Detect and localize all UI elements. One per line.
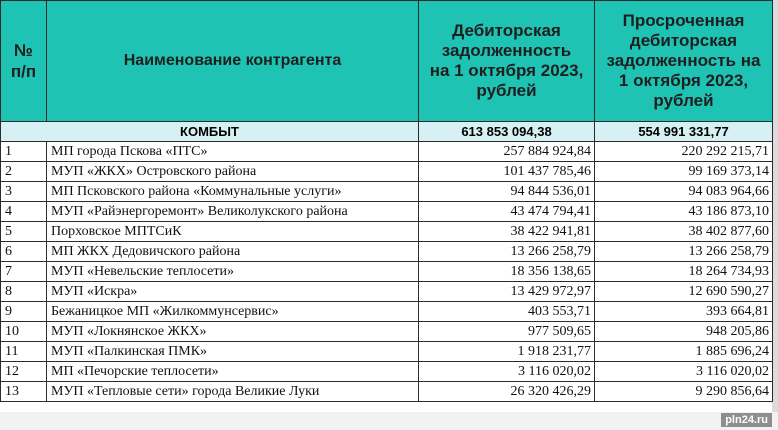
row-number: 5 [1,222,47,242]
contractor-name: МУП «Палкинская ПМК» [47,342,419,362]
bottom-strip [0,412,778,430]
overdue-value: 9 290 856,64 [595,382,773,402]
row-number: 3 [1,182,47,202]
column-header-number [1,1,47,122]
table-row [1,262,773,282]
row-number: 11 [1,342,47,362]
overdue-value: 3 116 020,02 [595,362,773,382]
column-header-overdue-line: рублей [653,91,714,110]
row-number: 1 [1,142,47,162]
debt-value: 26 320 426,29 [419,382,595,402]
debt-value: 13 429 972,97 [419,282,595,302]
table-row [1,382,773,402]
row-number: 9 [1,302,47,322]
debt-value: 94 844 536,01 [419,182,595,202]
column-header-debt-line: задолженность [441,41,572,60]
contractor-name: Порховское МПТСиК [47,222,419,242]
table-row [1,202,773,222]
debt-value: 101 437 785,46 [419,162,595,182]
contractor-name: МУП «Райэнергоремонт» Великолукского района [47,202,419,222]
contractor-name: МП Псковского района «Коммунальные услуги» [47,182,419,202]
column-header-debt-line: Дебиторская [452,21,561,40]
overdue-value: 1 885 696,24 [595,342,773,362]
table-row [1,242,773,262]
table-row [1,182,773,202]
column-header-debt [419,1,595,122]
column-header-debt-line: на 1 октября 2023, [429,61,584,80]
column-header-overdue-line: дебиторская [629,31,738,50]
overdue-value: 38 402 877,60 [595,222,773,242]
table-row [1,342,773,362]
debt-value: 18 356 138,65 [419,262,595,282]
column-header-overdue-line: 1 октября 2023, [618,71,749,90]
overdue-value: 18 264 734,93 [595,262,773,282]
table-row [1,162,773,182]
summary-label: КОМБЫТ [1,122,419,142]
row-number: 4 [1,202,47,222]
column-header-number-line1: № [14,41,33,60]
row-number: 7 [1,262,47,282]
header-row [1,1,773,122]
debt-value: 3 116 020,02 [419,362,595,382]
column-header-name: Наименование контрагента [47,1,419,122]
table-row [1,362,773,382]
contractor-name: МУП «Тепловые сети» города Великие Луки [47,382,419,402]
contractor-name: МУП «Искра» [47,282,419,302]
watermark-label: pln24.ru [721,413,772,427]
overdue-value: 43 186 873,10 [595,202,773,222]
debt-value: 257 884 924,84 [419,142,595,162]
column-header-overdue-line: задолженность на [606,51,761,70]
contractor-name: МУП «Невельские теплосети» [47,262,419,282]
debt-value: 977 509,65 [419,322,595,342]
row-number: 12 [1,362,47,382]
contractor-name: МП города Пскова «ПТС» [47,142,419,162]
column-header-overdue-line: Просроченная [622,11,745,30]
debt-value: 13 266 258,79 [419,242,595,262]
table-row [1,322,773,342]
overdue-value: 948 205,86 [595,322,773,342]
contractor-name: МУП «ЖКХ» Островского района [47,162,419,182]
table-row [1,142,773,162]
debt-value: 1 918 231,77 [419,342,595,362]
row-number: 6 [1,242,47,262]
summary-row [1,122,773,142]
table-row [1,302,773,322]
summary-debt: 613 853 094,38 [419,122,595,142]
row-number: 13 [1,382,47,402]
overdue-value: 13 266 258,79 [595,242,773,262]
table-row [1,282,773,302]
overdue-value: 220 292 215,71 [595,142,773,162]
contractor-name: МП «Печорские теплосети» [47,362,419,382]
debt-value: 403 553,71 [419,302,595,322]
summary-overdue: 554 991 331,77 [595,122,773,142]
contractor-name: МП ЖКХ Дедовичского района [47,242,419,262]
row-number: 8 [1,282,47,302]
column-header-debt-line: рублей [476,81,537,100]
column-header-overdue [595,1,773,122]
debt-value: 43 474 794,41 [419,202,595,222]
contractor-name: Бежаницкое МП «Жилкоммунсервис» [47,302,419,322]
table-row [1,222,773,242]
overdue-value: 12 690 590,27 [595,282,773,302]
column-header-number-line2: п/п [10,62,37,81]
overdue-value: 99 169 373,14 [595,162,773,182]
overdue-value: 393 664,81 [595,302,773,322]
debt-value: 38 422 941,81 [419,222,595,242]
row-number: 10 [1,322,47,342]
row-number: 2 [1,162,47,182]
overdue-value: 94 083 964,66 [595,182,773,202]
contractor-name: МУП «Локнянское ЖКХ» [47,322,419,342]
